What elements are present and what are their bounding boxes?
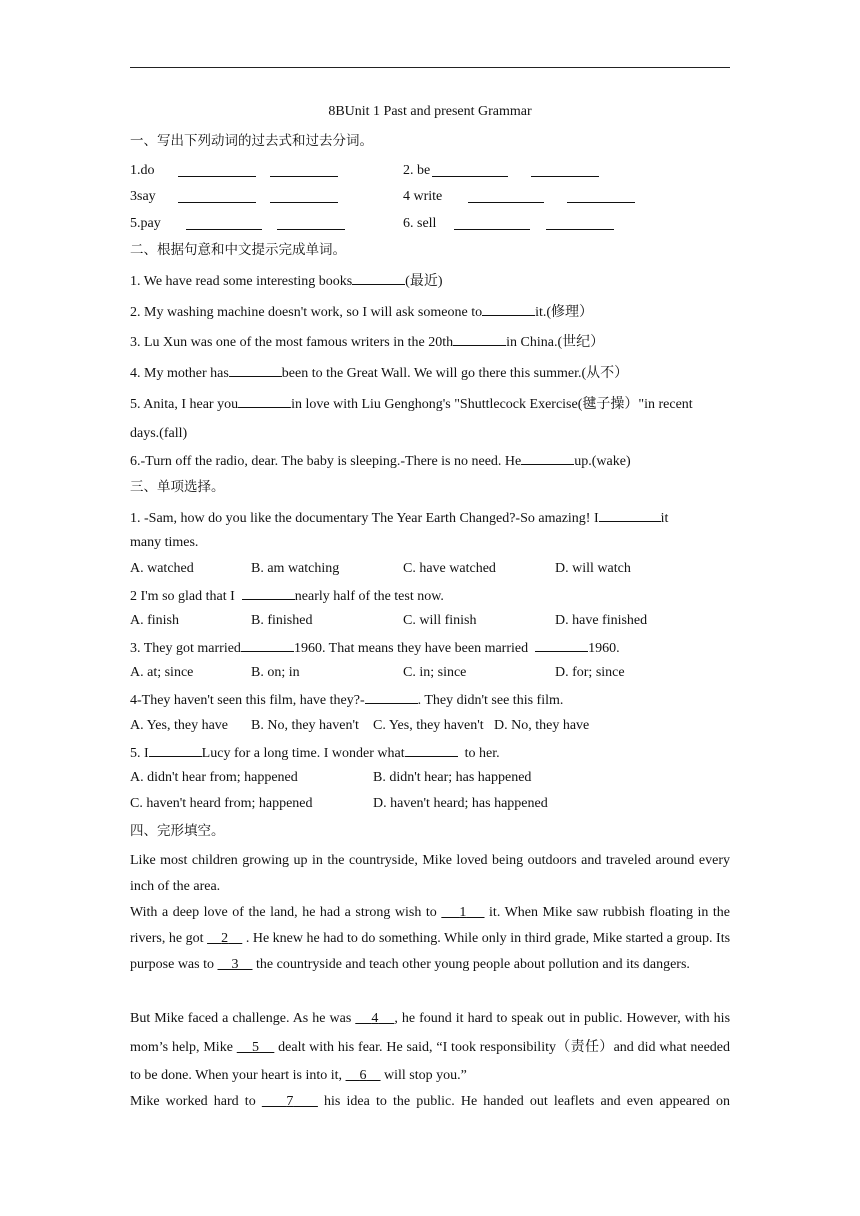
section-2-heading: 二、根据句意和中文提示完成单词。	[130, 242, 346, 258]
answer-blank[interactable]	[546, 216, 614, 230]
answer-blank[interactable]	[186, 216, 262, 230]
s3-q4-option-d[interactable]: D. No, they have	[494, 718, 590, 733]
s3-question-1: 1. -Sam, how do you like the documentary The Year Earth Changed?-So amazing! I it	[130, 508, 730, 528]
answer-blank[interactable]	[454, 216, 530, 230]
answer-blank[interactable]	[241, 638, 294, 652]
cloze-paragraph-1: Like most children growing up in the countryside, Mike loved being outdoors and traveled around every inch of the area.	[130, 853, 730, 894]
s3-q2-option-d[interactable]: D. have finished	[555, 613, 648, 628]
s3-q3-option-b[interactable]: B. on; in	[251, 665, 300, 680]
s2-question-5-cont: days.(fall)	[130, 426, 188, 441]
answer-blank[interactable]	[270, 189, 338, 203]
answer-blank[interactable]	[229, 363, 282, 377]
section-1-heading: 一、写出下列动词的过去式和过去分词。	[130, 133, 373, 149]
s2-question-2: 2. My washing machine doesn't work, so I will ask someone to it.(修理）	[130, 302, 730, 322]
cloze-blank-4[interactable]: 4	[371, 1011, 379, 1026]
s2-question-1: 1. We have read some interesting books (最近)	[130, 271, 730, 291]
answer-blank[interactable]	[242, 586, 295, 600]
s3-q1-option-d[interactable]: D. will watch	[555, 561, 631, 576]
s3-q2-option-b[interactable]: B. finished	[251, 613, 313, 628]
s1-item-4: 4 write	[403, 189, 443, 204]
s3-q5-option-b[interactable]: B. didn't hear; has happened	[373, 770, 532, 785]
cloze-blank-7[interactable]: 7	[286, 1094, 294, 1109]
answer-blank[interactable]	[149, 743, 202, 757]
s3-q4-option-a[interactable]: A. Yes, they have	[130, 718, 228, 733]
s3-q1-option-c[interactable]: C. have watched	[403, 561, 496, 576]
answer-blank[interactable]	[521, 451, 574, 465]
answer-blank[interactable]	[567, 189, 635, 203]
s3-q1-option-a[interactable]: A. watched	[130, 561, 194, 576]
s3-q2-option-c[interactable]: C. will finish	[403, 613, 477, 628]
s3-q2-option-a[interactable]: A. finish	[130, 613, 179, 628]
s2-question-5: 5. Anita, I hear you in love with Liu Genghong's "Shuttlecock Exercise(毽子操）"in recent	[130, 394, 730, 414]
cloze-blank-3[interactable]: 3	[231, 957, 239, 972]
answer-blank[interactable]	[238, 394, 291, 408]
answer-blank[interactable]	[599, 508, 661, 522]
s3-q4-option-c[interactable]: C. Yes, they haven't	[373, 718, 484, 733]
answer-blank[interactable]	[405, 743, 458, 757]
header-rule	[130, 67, 730, 68]
s3-question-5: 5. I Lucy for a long time. I wonder what to her.	[130, 743, 730, 763]
s3-q3-option-a[interactable]: A. at; since	[130, 665, 194, 680]
answer-blank[interactable]	[453, 332, 506, 346]
s3-q5-option-a[interactable]: A. didn't hear from; happened	[130, 770, 298, 785]
s3-q1-option-b[interactable]: B. am watching	[251, 561, 340, 576]
answer-blank[interactable]	[352, 271, 405, 285]
s2-question-3: 3. Lu Xun was one of the most famous writers in the 20th in China.(世纪）	[130, 332, 730, 352]
cloze-blank-6[interactable]: 6	[359, 1068, 367, 1083]
answer-blank[interactable]	[535, 638, 588, 652]
s1-item-1: 1.do	[130, 163, 155, 178]
s3-question-3: 3. They got married 1960. That means they have been married 1960.	[130, 638, 730, 658]
answer-blank[interactable]	[365, 690, 418, 704]
s3-q5-option-d[interactable]: D. haven't heard; has happened	[373, 796, 548, 811]
s2-question-4: 4. My mother has been to the Great Wall. We will go there this summer.(从不）	[130, 363, 730, 383]
cloze-paragraph-2: With a deep love of the land, he had a strong wish to 1 it. When Mike saw rubbish floating in the rivers, he got 2 . He knew he had to do something. While only in third grade, Mike started a group. Its purpose was to 3 the countryside and teach other young people about pollution and its dangers.	[130, 905, 731, 972]
cloze-paragraph-4: Mike worked hard to 7 his idea to the public. He handed out leaflets and even appeared on	[130, 1094, 731, 1109]
s3-q5-option-c[interactable]: C. haven't heard from; happened	[130, 796, 313, 811]
s3-question-2: 2 I'm so glad that I nearly half of the test now.	[130, 586, 730, 606]
s3-question-1-cont: many times.	[130, 535, 199, 550]
s1-item-3: 3say	[130, 189, 156, 204]
s1-item-5: 5.pay	[130, 216, 161, 231]
s3-q4-option-b[interactable]: B. No, they haven't	[251, 718, 359, 733]
answer-blank[interactable]	[432, 163, 508, 177]
answer-blank[interactable]	[270, 163, 338, 177]
s1-item-6: 6. sell	[403, 216, 437, 231]
s3-question-4: 4-They haven't seen this film, have they?- . They didn't see this film.	[130, 690, 730, 710]
section-3-heading: 三、单项选择。	[130, 479, 225, 495]
answer-blank[interactable]	[468, 189, 544, 203]
cloze-blank-1[interactable]: 1	[459, 905, 467, 920]
cloze-blank-5[interactable]: 5	[252, 1039, 260, 1055]
s1-item-2: 2. be	[403, 163, 431, 178]
s2-question-6: 6.-Turn off the radio, dear. The baby is sleeping.-There is no need. He up.(wake)	[130, 451, 730, 471]
cloze-blank-2[interactable]: 2	[221, 931, 229, 946]
answer-blank[interactable]	[277, 216, 345, 230]
section-4-heading: 四、完形填空。	[130, 823, 225, 839]
answer-blank[interactable]	[482, 302, 535, 316]
answer-blank[interactable]	[531, 163, 599, 177]
answer-blank[interactable]	[178, 189, 256, 203]
s3-q3-option-d[interactable]: D. for; since	[555, 665, 625, 680]
s3-q3-option-c[interactable]: C. in; since	[403, 665, 467, 680]
answer-blank[interactable]	[178, 163, 256, 177]
page-title: 8BUnit 1 Past and present Grammar	[328, 104, 532, 119]
cloze-paragraph-3: But Mike faced a challenge. As he was 4 , he found it hard to speak out in public. However, with his mom’s help, Mike 5 dealt with his fear. He said, “I took responsibility（责任）and did what needed to be done. When your heart is into it, 6 will stop you.”	[130, 1011, 731, 1083]
